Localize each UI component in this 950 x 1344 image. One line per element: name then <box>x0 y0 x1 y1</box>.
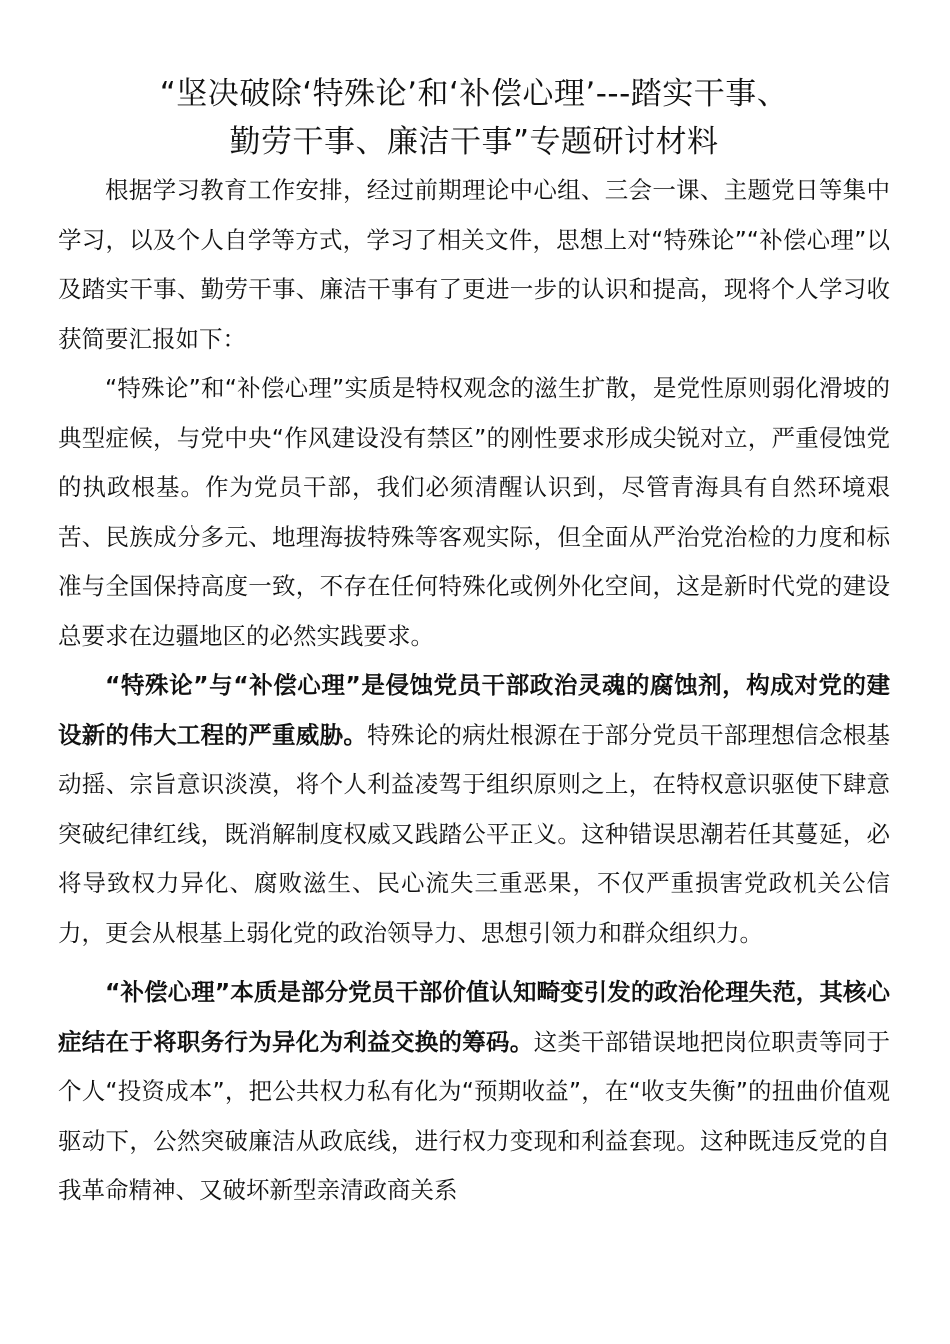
title-line-1: “坚决破除‘特殊论’和‘补偿心理’---踏实干事、 <box>159 76 789 112</box>
paragraph-essence <box>58 364 890 661</box>
paragraph-bold-lead: “补偿心理”本质是部分党员干部价值认知畸变引发的政治伦理失范，其核心症结在于将职务行为异化为利益交换的筹码。 <box>58 978 890 1056</box>
paragraph-text: “特殊论”和“补偿心理”实质是特权观念的滋生扩散，是党性原则弱化滑坡的典型症候，与党中央“作风建设没有禁区”的刚性要求形成尖锐对立，严重侵蚀党的执政根基。作为党员干部，我们必须清醒认识到，尽管青海具有自然环境艰苦、民族成分多元、地理海拔特殊等客观实际，但全面从严治党治检的力度和标准与全国保持高度一致，不存在任何特殊化或例外化空间，这是新时代党的建设总要求在边疆地区的必然实践要求。 <box>58 374 890 650</box>
document-page <box>58 70 890 1216</box>
title-line-2: 勤劳干事、廉洁干事”专题研讨材料 <box>229 124 719 160</box>
paragraph-intro <box>58 166 890 364</box>
paragraph-special-theory <box>58 661 890 958</box>
document-title <box>58 70 890 166</box>
paragraph-text: 根据学习教育工作安排，经过前期理论中心组、三会一课、主题党日等集中学习，以及个人自学等方式，学习了相关文件，思想上对“特殊论”“补偿心理”以及踏实干事、勤劳干事、廉洁干事有了更进一步的认识和提高，现将个人学习收获简要汇报如下： <box>58 176 890 353</box>
paragraph-text: 这类干部错误地把岗位职责等同于个人“投资成本”，把公共权力私有化为“预期收益”，在“收支失衡”的扭曲价值观驱动下，公然突破廉洁从政底线，进行权力变现和利益套现。这种既违反党的自我革命精神、又破坏新型亲清政商关系 <box>58 1027 891 1204</box>
paragraph-compensation <box>58 968 890 1216</box>
paragraph-bold-lead: “特殊论”与“补偿心理”是侵蚀党员干部政治灵魂的腐蚀剂，构成对党的建设新的伟大工程的严重威胁。 <box>58 671 890 749</box>
paragraph-text: 特殊论的病灶根源在于部分党员干部理想信念根基动摇、宗旨意识淡漠，将个人利益凌驾于组织原则之上，在特权意识驱使下肆意突破纪律红线，既消解制度权威又践踏公平正义。这种错误思潮若任其蔓延，必将导致权力异化、腐败滋生、民心流失三重恶果，不仅严重损害党政机关公信力，更会从根基上弱化党的政治领导力、思想引领力和群众组织力。 <box>58 720 891 947</box>
